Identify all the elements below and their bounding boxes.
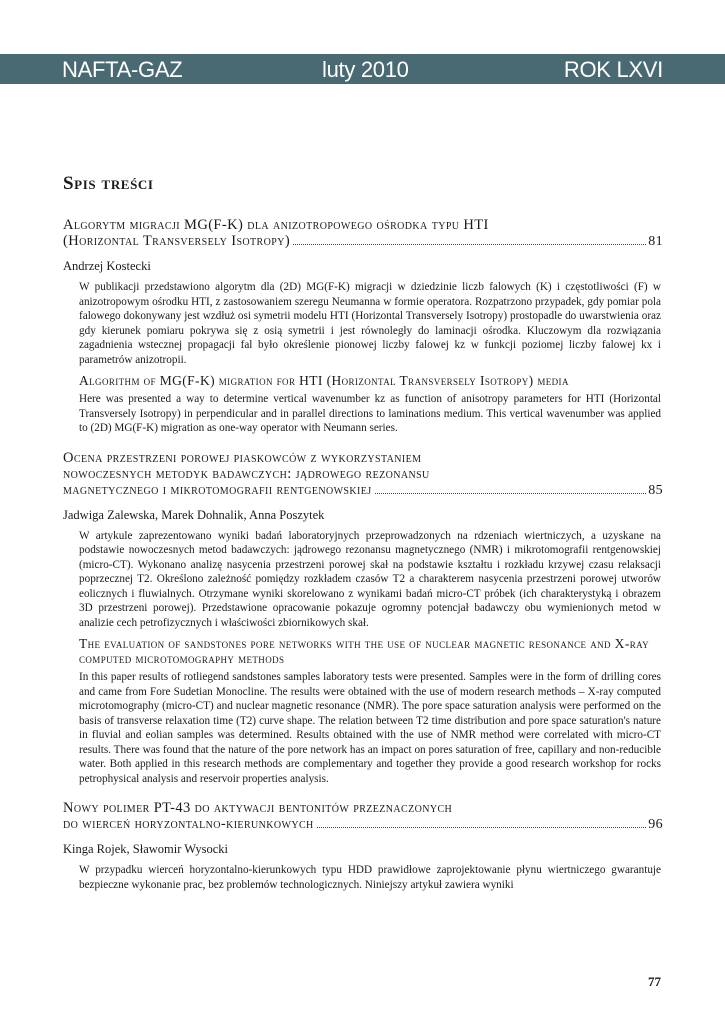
article-title[interactable]: [63, 217, 663, 250]
journal-header-bar: [0, 54, 725, 84]
title-line-last: [63, 233, 663, 250]
article-authors: Kinga Rojek, Sławomir Wysocki: [63, 842, 228, 856]
dot-leader: [375, 493, 647, 494]
english-title: Algorithm of MG(F-K) migration for HTI (Horizontal Transversely Isotropy) media: [79, 373, 569, 388]
title-line: (Horizontal Transversely Isotropy): [63, 233, 291, 249]
abstract-polish: W artykule zaprezentowano wyniki badań laboratoryjnych przeprowadzonych na rdzeniach wiertniczych, a uzyskane na podstawie nowoczesnych metod badawczych: jądrowego rezonansu magnetycznego (NMR) i mikrotomografii rentgenowskiej (micro-CT). Wykonano analizę nasycenia przestrzeni porowej skał na podstawie kształtu i rozkładu krzywej czasu relaksacji poprzecznej T2. Określono zależność pomiędzy rozkładem czasów T2 a charakterem nasycenia przestrzeni porowej utworów eolicznych i fluwialnych. Otrzymane wyniki skorelowano z wynikami badań micro-CT próbek (ich charakterystyką i obrazem 3D przestrzeni porowej). Przedstawione opracowanie pokazuje ogromny potencjał badawczy obu wymienionych metod w analizie cech petrofizycznych i właściwości zbiornikowych skał.: [79, 529, 661, 629]
dot-leader: [293, 244, 646, 245]
title-line: magnetycznego i mikrotomografii rentgenowskiej: [63, 481, 372, 498]
page-number: 77: [648, 974, 661, 989]
abstract-english: Here was presented a way to determine vertical wavenumber kz as function of anisotropy parameters for HTI (Horizontal Transversely Isotropy) in perpendicular and in parallel directions to laminations medium. This vertical wavenumber was applied to (2D) MG(F-K) migration as one-way operator with Neumann series.: [79, 393, 661, 434]
title-line-last: [63, 482, 663, 499]
article-title[interactable]: [63, 800, 663, 833]
title-line: Algorytm migracji MG(F-K) dla anizotropowego ośrodka typu HTI: [63, 217, 489, 233]
page-reference: 96: [648, 817, 663, 832]
toc-entry: [63, 217, 663, 436]
abstract-polish: W przypadku wierceń horyzontalno-kierunkowych typu HDD prawidłowe zaprojektowanie płynu wiertniczego gwarantuje bezpieczne wykonanie prac, bez problemów technologicznych. Niniejszy artykuł zawiera wyniki: [79, 864, 661, 891]
article-authors: Andrzej Kostecki: [63, 259, 151, 273]
abstract-english: In this paper results of rotliegend sandstones samples laboratory tests were presented. Samples were in the form of drilling cores and came from Fore Sudetian Monocline. The results were obtained with the use of modern research methods – X-ray computed microtomography (micro-CT) and nuclear magnetic resonance (NMR). The pore space saturation analysis were performed on the basis of transverse relaxation time (T2) curve shape. The relation between T2 time distribution and pore space saturation's nature in fluvial and eolian samples was determined. Results obtained with the use of NMR method were correlated with micro-CT results. There was found that the nature of the pore network has an impact on pores saturation of free, capillary and non-reducible water. Both applied in this research methods are complementary and together they provide a good research workshop for rocks petrophysical analysis and reservoir properties analysis.: [79, 671, 661, 785]
table-of-contents: [63, 173, 663, 906]
article-title[interactable]: [63, 450, 663, 499]
article-authors: Jadwiga Zalewska, Marek Dohnalik, Anna Poszytek: [63, 507, 325, 522]
journal-volume: ROK LXVI: [563, 57, 663, 82]
title-line: nowoczesnych metodyk badawczych: jądrowego rezonansu: [63, 465, 430, 482]
toc-entry: [63, 450, 663, 787]
title-line-last: [63, 816, 663, 833]
page-reference: 85: [648, 482, 663, 498]
title-line: do wierceń horyzontalno-kierunkowych: [63, 816, 314, 832]
english-title: The evaluation of sandstones pore networks with the use of nuclear magnetic resonance and X-ray computed microtomography methods: [79, 636, 650, 666]
toc-heading: Spis treści: [63, 173, 154, 194]
abstract-polish: W publikacji przedstawiono algorytm dla (2D) MG(F-K) migracji w dziedzinie liczb falowych (K) i częstotliwości (F) w anizotropowym ośrodku HTI, z zastosowaniem szeregu Neumanna w formie operatora. Rozpatrzono przypadek, gdy pomiar pola falowego dokonywany jest wzdłuż osi symetrii modelu HTI (Horizontal Transversely Isotropy) prostopadle do uwarstwienia oraz gdy kierunek pomiaru pokrywa się z osią symetrii i jest równoległy do laminacji ośrodka. Kluczowym dla rozwiązania zagadnienia wstecznej propagacji fal było określenie pionowej liczby falowej kz w funkcji poziomej liczby falowej kx i parametrów anizotropii.: [79, 281, 661, 366]
page-reference: 81: [648, 234, 663, 249]
title-line: Nowy polimer PT-43 do aktywacji bentonitów przeznaczonych: [63, 800, 453, 816]
title-line: Ocena przestrzeni porowej piaskowców z wykorzystaniem: [63, 449, 422, 466]
toc-entry: [63, 800, 663, 892]
dot-leader: [317, 827, 647, 828]
journal-name: NAFTA-GAZ: [62, 57, 183, 82]
issue-date: luty 2010: [322, 57, 409, 82]
